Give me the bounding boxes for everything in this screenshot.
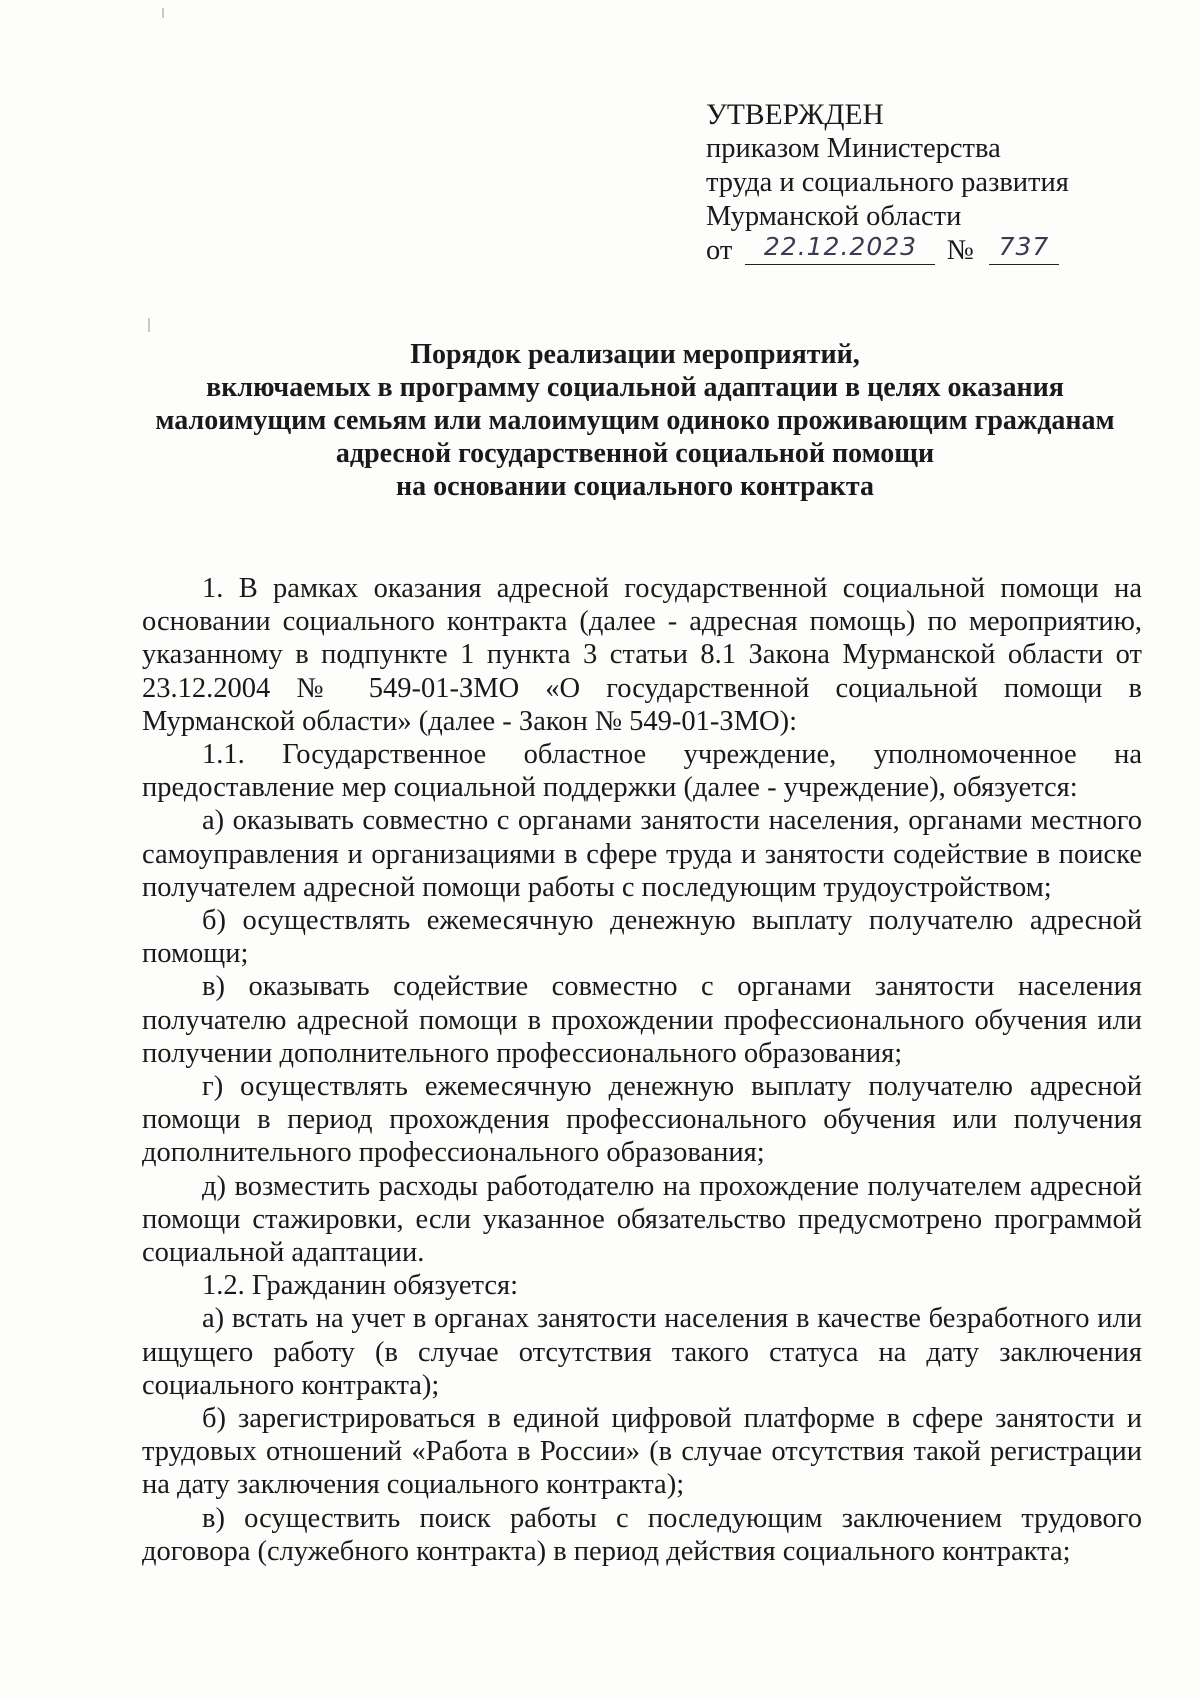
approval-line: Мурманской области xyxy=(706,201,962,232)
title-line: Порядок реализации мероприятий, xyxy=(410,339,860,370)
handwritten-date: 22.12.2023 xyxy=(763,232,918,261)
paragraph-1-1-g: г) осуществлять ежемесячную денежную выплату получателю адресной помощи в период прохождения профессионального обучения или получения дополнительного профессионального образования; xyxy=(142,1071,1142,1169)
paragraph-1-1: 1.1. Государственное областное учреждение, уполномоченное на предоставление мер социальной поддержки (далее - учреждение), обязуется: xyxy=(142,739,1142,804)
title-line: малоимущим семьям или малоимущим одиноко проживающим гражданам xyxy=(155,405,1115,436)
handwritten-number: 737 xyxy=(998,232,1050,261)
paragraph-1-1-v: в) оказывать содействие совместно с органами занятости населения получателю адресной помощи в прохождении профессионального обучения или получении дополнительного профессионального образования; xyxy=(142,971,1142,1069)
paragraph-1-1-b: б) осуществлять ежемесячную денежную выплату получателю адресной помощи; xyxy=(142,905,1142,970)
title-line: на основании социального контракта xyxy=(396,471,874,502)
approval-line: приказом Министерства xyxy=(706,133,1001,164)
paragraph-1-1-d: д) возместить расходы работодателю на прохождение получателем адресной помощи стажировки, если указанное обязательство предусмотрено программой социальной адаптации. xyxy=(142,1170,1142,1269)
approval-line: труда и социального развития xyxy=(706,167,1069,198)
document-title xyxy=(130,338,1140,503)
scan-artifact xyxy=(148,318,150,332)
number-label: № xyxy=(946,235,974,266)
title-line: адресной государственной социальной помощи xyxy=(335,438,935,469)
paragraph-1-1-a: а) оказывать совместно с органами занятости населения, органами местного самоуправления и организациями в сфере труда и занятости содействие в поиске получателем адресной помощи работы с последующим трудоустройством; xyxy=(142,805,1142,903)
document-body xyxy=(142,572,1142,1568)
approval-heading: УТВЕРЖДЕН xyxy=(706,99,884,131)
approval-block xyxy=(706,98,1069,268)
from-label: от xyxy=(706,235,733,266)
title-line: включаемых в программу социальной адаптации в целях оказания xyxy=(206,372,1064,403)
paragraph-1: 1. В рамках оказания адресной государственной социальной помощи на основании социального контракта (далее - адресная помощь) по мероприятию, указанному в подпункте 1 пункта 3 статьи 8.1 Закона Мурманской области от 23.12.2004 № 549-01-ЗМО «О государственной социальной помощи в Мурманской области» (далее - Закон № 549-01-ЗМО): xyxy=(142,573,1142,737)
approval-date-line xyxy=(706,234,1069,268)
number-field xyxy=(989,234,1059,265)
paragraph-1-2: 1.2. Гражданин обязуется: xyxy=(202,1270,518,1302)
paragraph-1-2-v: в) осуществить поиск работы с последующим заключением трудового договора (служебного контракта) в период действия социального контракта; xyxy=(142,1502,1142,1567)
date-field xyxy=(745,234,935,265)
paragraph-1-2-b: б) зарегистрироваться в единой цифровой платформе в сфере занятости и трудовых отношений «Работа в России» (в случае отсутствия такой регистрации на дату заключения социального контракта); xyxy=(142,1403,1142,1501)
paragraph-1-2-a: а) встать на учет в органах занятости населения в качестве безработного или ищущего работу (в случае отсутствия такого статуса на дату заключения социального контракта); xyxy=(142,1303,1142,1401)
scan-artifact xyxy=(162,8,164,18)
